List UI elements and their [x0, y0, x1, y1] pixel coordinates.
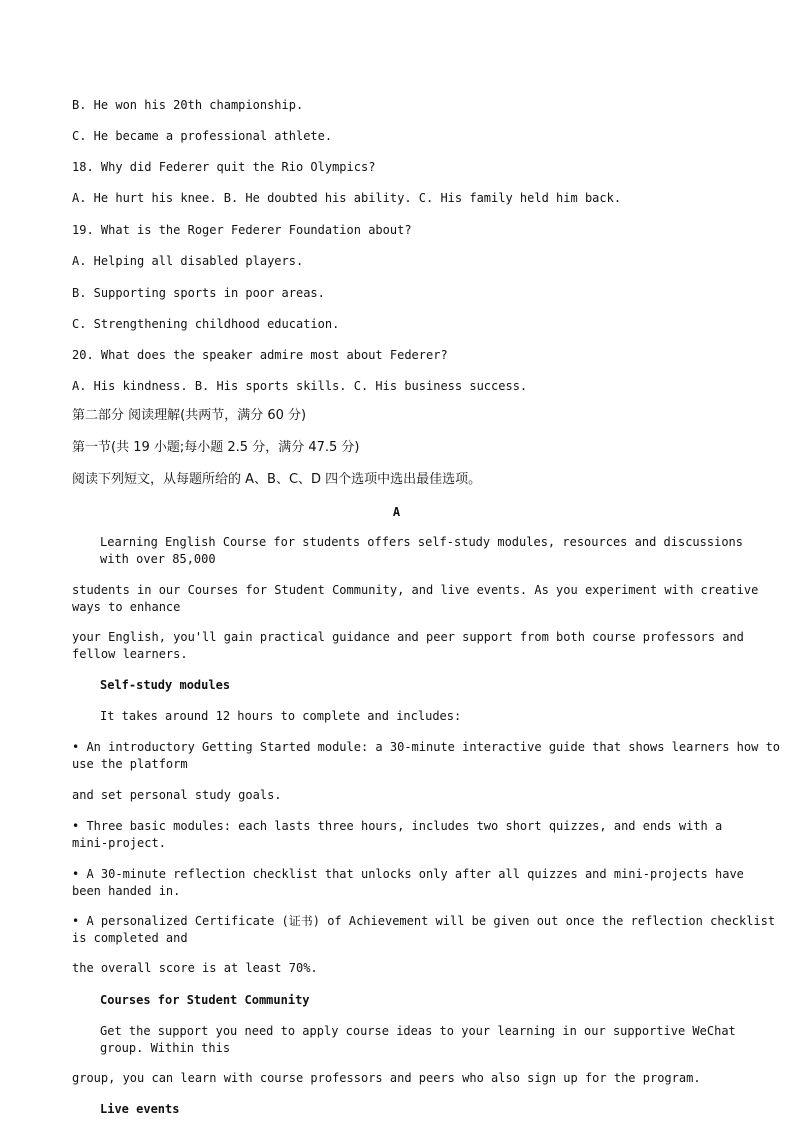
text-line: C. Strengthening childhood education.: [72, 317, 340, 331]
text-line: B. He won his 20th championship.: [72, 98, 304, 112]
subsection-heading: 第一节(共 19 小题;每小题 2.5 分，满分 47.5 分): [72, 440, 360, 455]
paragraph: students in our Courses for Student Community, and live events. As you experiment with creative ways to enhance: [72, 583, 759, 614]
paragraph: Learning English Course for students offers self-study modules, resources and discussions with over 85,000: [100, 535, 743, 566]
bullet-item: • Three basic modules: each lasts three hours, includes two short quizzes, and ends with a mini-project.: [72, 819, 723, 850]
heading-live-events: Live events: [100, 1102, 180, 1116]
text-line: group, you can learn with course professors and peers who also sign up for the program.: [72, 1071, 701, 1085]
heading-community: Courses for Student Community: [100, 993, 310, 1007]
section-heading: 第二部分 阅读理解(共两节，满分 60 分): [72, 408, 307, 423]
text-line: A. His kindness. B. His sports skills. C. His business success.: [72, 379, 528, 393]
text-line: the overall score is at least 70%.: [72, 961, 318, 975]
question-20: 20. What does the speaker admire most about Federer?: [72, 348, 448, 362]
question-19: 19. What is the Roger Federer Foundation about?: [72, 223, 412, 237]
text-line: A. Helping all disabled players.: [72, 254, 304, 268]
text-line: and set personal study goals.: [72, 788, 282, 802]
bullet-item: • An introductory Getting Started module: a 30-minute interactive guide that shows learners how to use the platform: [72, 740, 781, 771]
heading-self-study: Self-study modules: [100, 678, 231, 692]
passage-label: A: [392, 505, 401, 519]
bullet-item: • A 30-minute reflection checklist that unlocks only after all quizzes and mini-projects have been handed in.: [72, 867, 744, 898]
instructions: 阅读下列短文，从每题所给的 A、B、C、D 四个选项中选出最佳选项。: [72, 472, 482, 487]
question-18: 18. Why did Federer quit the Rio Olympics?: [72, 160, 376, 174]
bullet-item: • A personalized Certificate (证书) of Achievement will be given out once the reflection checklist is completed and: [72, 914, 776, 945]
text-line: C. He became a professional athlete.: [72, 129, 333, 143]
paragraph: your English, you'll gain practical guidance and peer support from both course professors and fellow learners.: [72, 630, 744, 661]
paragraph: Get the support you need to apply course ideas to your learning in our supportive WeChat group. Within this: [100, 1024, 736, 1055]
text-line: B. Supporting sports in poor areas.: [72, 286, 325, 300]
text-line: A. He hurt his knee. B. He doubted his ability. C. His family held him back.: [72, 191, 622, 205]
text-line: It takes around 12 hours to complete and includes:: [100, 709, 462, 723]
